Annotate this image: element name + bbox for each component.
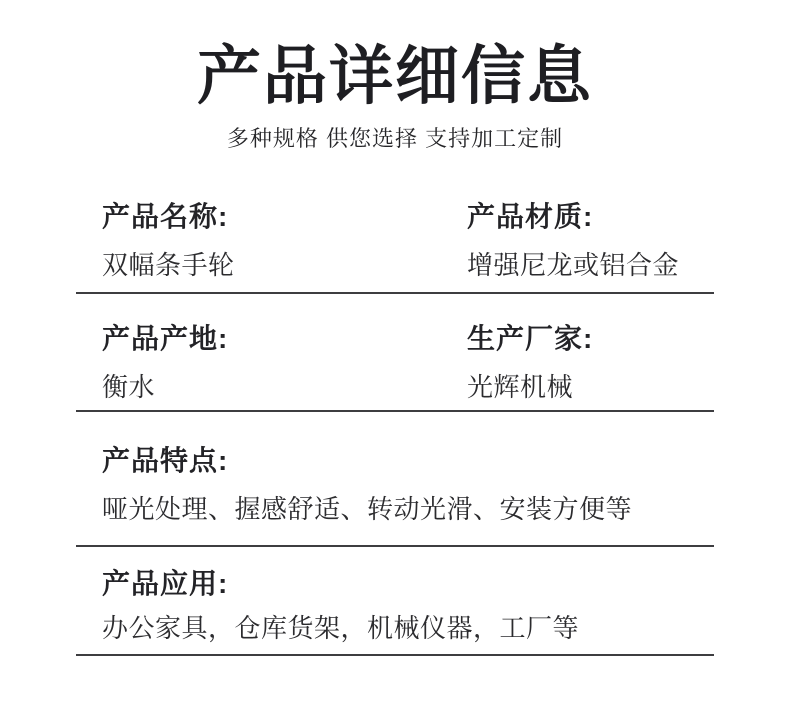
product-features-label: 产品特点: [102,445,229,476]
product-origin-value: 衡水 [102,372,156,402]
page-subtitle: 多种规格 供您选择 支持加工定制 [226,126,564,151]
section-name-material [76,152,714,294]
product-applications-value: 办公家具，仓库货架，机械仪器，工厂等 [102,613,580,643]
field-manufacturer [467,320,714,404]
product-applications-label: 产品应用: [102,568,229,599]
page-title: 产品详细信息 [197,40,593,112]
product-origin-label: 产品产地: [102,323,229,354]
manufacturer-value: 光辉机械 [467,372,574,402]
product-material-value: 增强尼龙或铝合金 [467,250,680,280]
section-origin-manufacturer [76,294,714,412]
section-features [76,412,714,547]
section-applications [76,547,714,656]
field-product-origin [102,320,467,404]
field-product-material [467,198,714,282]
product-material-label: 产品材质: [467,201,594,232]
product-info-list [76,152,714,656]
field-product-name [102,198,467,282]
product-features-value: 哑光处理、握感舒适、转动光滑、安装方便等 [102,494,633,524]
product-name-label: 产品名称: [102,201,229,232]
product-name-value: 双幅条手轮 [102,250,235,280]
page-header [0,0,790,152]
manufacturer-label: 生产厂家: [467,323,594,354]
